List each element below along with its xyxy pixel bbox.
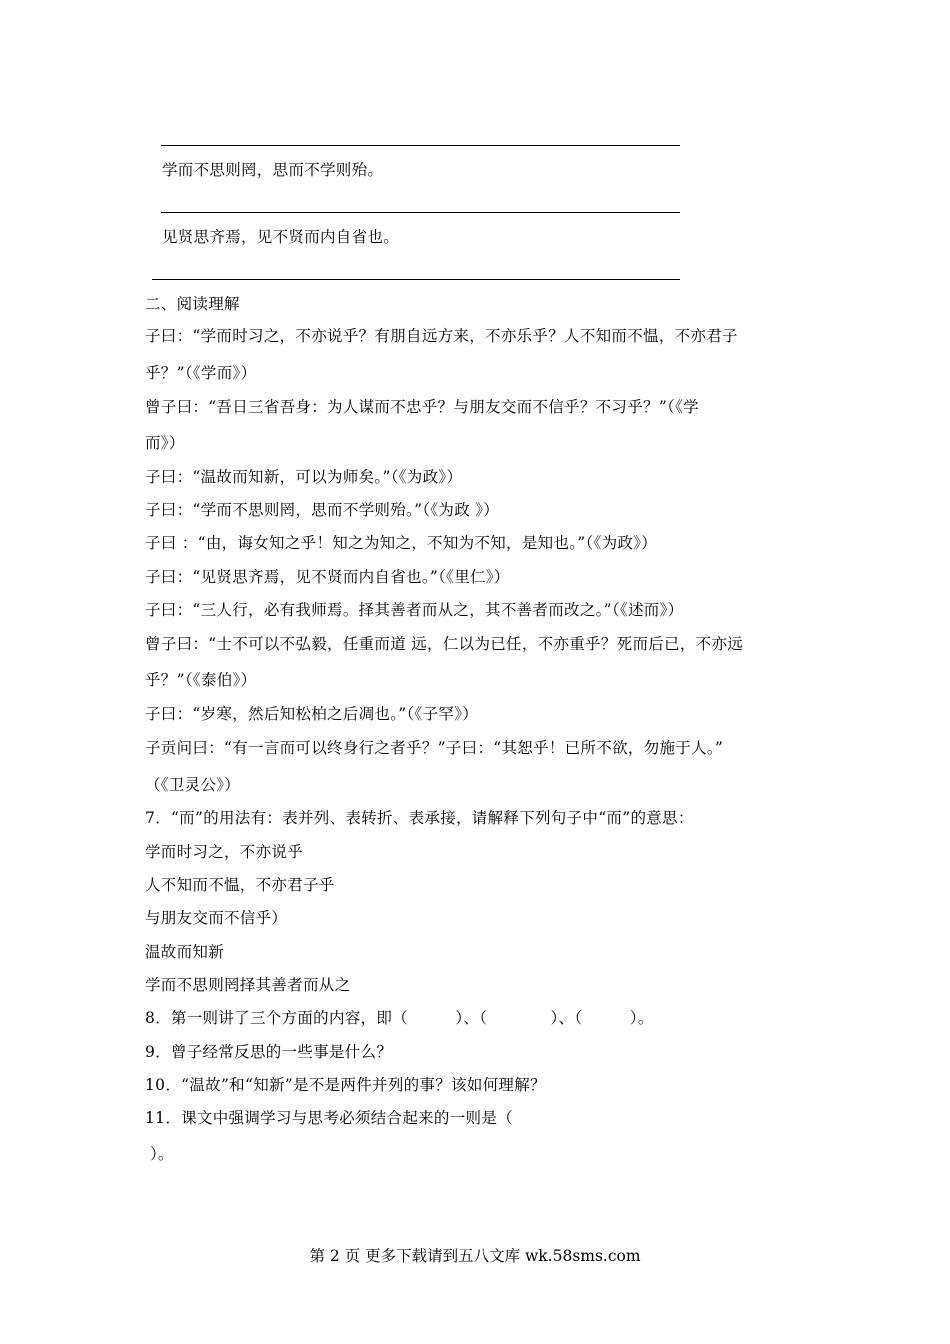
passage-line: 子贡问曰：“有一言而可以终身行之者乎？”子曰：“其恕乎！已所不欲，勿施于人。” xyxy=(145,739,724,757)
page-footer: 第 2 页 更多下载请到五八文库 wk.58sms.com xyxy=(309,1247,641,1265)
answer-line xyxy=(161,145,680,146)
section-title: 二、阅读理解 xyxy=(145,295,240,313)
passage-line: 子曰：“温故而知新，可以为师矣。”（《为政》） xyxy=(145,468,463,486)
question-7-item: 学而时习之，不亦说乎 xyxy=(145,843,304,861)
question-10: 10．“温故”和“知新”是不是两件并列的事？该如何理解？ xyxy=(145,1076,546,1094)
question-7-item: 温故而知新 xyxy=(145,943,225,961)
question-7-item: 人不知而不愠，不亦君子乎 xyxy=(145,876,335,894)
passage-line: （《卫灵公》） xyxy=(145,776,241,794)
answer-line xyxy=(152,279,680,280)
passage-line: 子曰：“见贤思齐焉，见不贤而内自省也。”（《里仁》） xyxy=(145,568,510,586)
passage-line: 而》） xyxy=(145,434,185,452)
passage-line: 乎？”（《学而》） xyxy=(145,364,257,382)
top-item: 见贤思齐焉，见不贤而内自省也。 xyxy=(162,228,400,246)
question-8: 8．第一则讲了三个方面的内容，即（ ）、（ ）、（ ）。 xyxy=(145,1009,654,1027)
question-7-item: 学而不思则罔择其善者而从之 xyxy=(145,976,351,994)
question-11: 11．课文中强调学习与思考必须结合起来的一则是（ xyxy=(145,1109,513,1127)
answer-line xyxy=(161,212,680,213)
passage-line: 乎？”（《泰伯》） xyxy=(145,671,257,689)
top-item: 学而不思则罔，思而不学则殆。 xyxy=(162,161,384,179)
passage-line: 子曰：“学而时习之，不亦说乎？有朋自远方来，不亦乐乎？人不知而不愠，不亦君子 xyxy=(145,327,738,345)
passage-line: 子曰：“三人行，必有我师焉。择其善者而从之，其不善者而改之。”（《述而》） xyxy=(145,601,684,619)
passage-line: 曾子曰：“吾日三省吾身：为人谋而不忠乎？与朋友交而不信乎？不习乎？”（《学 xyxy=(145,398,699,416)
question-11-continuation: ）。 xyxy=(150,1145,174,1163)
passage-line: 曾子曰：“士不可以不弘毅，任重而道 远，仁以为已任，不亦重乎？死而后已，不亦远 xyxy=(145,635,744,653)
passage-line: 子曰：“学而不思则罔，思而不学则殆。”（《为政 》） xyxy=(145,501,500,519)
question-7-item: 与朋友交而不信乎） xyxy=(145,909,288,927)
question-9: 9．曾子经常反思的一些事是什么？ xyxy=(145,1043,393,1061)
question-7-title: 7．“而”的用法有：表并列、表转折、表承接，请解释下列句子中“而”的意思： xyxy=(145,809,694,827)
passage-line: 子曰：“岁寒，然后知松柏之后凋也。”（《子罕》） xyxy=(145,705,479,723)
passage-line: 子曰 ：“由，诲女知之乎！知之为知之，不知为不知，是知也。”（《为政》） xyxy=(145,534,658,552)
